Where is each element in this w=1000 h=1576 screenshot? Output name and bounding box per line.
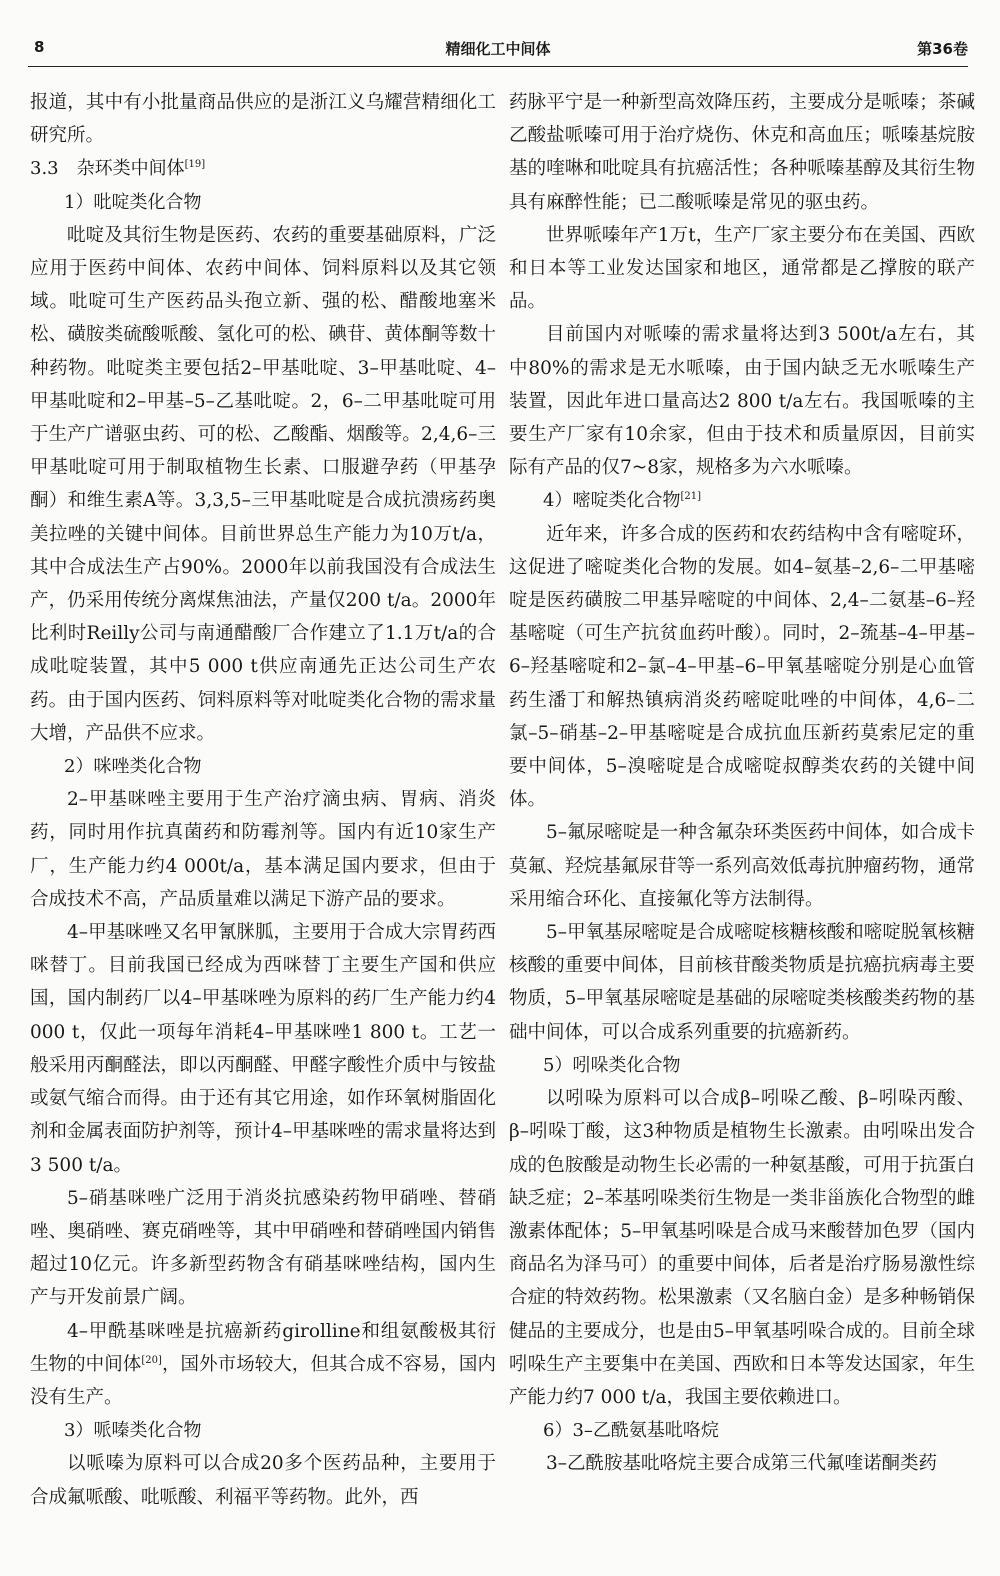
- section-title: 3.3 杂环类中间体: [30, 158, 185, 180]
- subsection-heading: 3）哌嗪类化合物: [64, 1420, 202, 1442]
- citation: [20]: [141, 1354, 162, 1366]
- paragraph: [30, 1315, 496, 1415]
- paragraph: 以吲哚为原料可以合成β–吲哚乙酸、β–吲哚丙酸、β–吲哚丁酸，这3种物质是植物生长激素。由吲哚出发合成的色胺酸是动物生长必需的一种氨基酸，可用于抗蛋白缺乏症；2–苯基吲哚类衍生物是一类非甾族化合物型的雌激素体配体；5–甲氧基吲哚是合成马来酸替加色罗（国内商品名为泽马可）的重要中间体，后者是治疗肠易激性综合症的特效药物。松果激素（又名脑白金）是多种畅销保健品的主要成分，也是由5–甲氧基吲哚合成的。目前全球吲哚生产主要集中在美国、西欧和日本等发达国家，年生产能力约7 000 t/a，我国主要依赖进口。: [509, 1088, 975, 1408]
- paragraph: 世界哌嗪年产1万t，生产厂家主要分布在美国、西欧和日本等工业发达国家和地区，通常都是乙撑胺的联产品。: [509, 224, 975, 313]
- paragraph: 5–硝基咪唑广泛用于消炎抗感染药物甲硝唑、替硝唑、奥硝唑、赛克硝唑等，其中甲硝唑和替硝唑国内销售超过10亿元。许多新型药物含有硝基咪唑结构，国内生产与开发前景广阔。: [30, 1187, 496, 1309]
- subsection-heading: [509, 484, 975, 517]
- paragraph: 3–乙酰胺基吡咯烷主要合成第三代氟喹诺酮类药: [546, 1453, 938, 1475]
- page-header: [28, 34, 968, 60]
- left-column: [30, 86, 496, 1566]
- right-column: [509, 86, 975, 1566]
- paragraph: 2–甲基咪唑主要用于生产治疗滴虫病、胃病、消炎药，同时用作抗真菌药和防霉剂等。国内有近10家生产厂，生产能力约4 000t/a，基本满足国内要求，但由于合成技术不高，产品质量难以满足下游产品的要求。: [30, 789, 496, 910]
- paragraph: 以哌嗪为原料可以合成20多个医药品种，主要用于合成氟哌酸、吡哌酸、利福平等药物。此外，西: [30, 1453, 496, 1508]
- volume-label: 第36卷: [917, 40, 968, 58]
- header-rule: [28, 66, 968, 67]
- paragraph-text: 4–甲酰基咪唑是抗癌新药girolline和组氨酸极其衍生物的中间体: [30, 1320, 496, 1375]
- citation: [21]: [680, 491, 701, 503]
- paragraph-text: ，国外市场较大，但其合成不容易，国内没有生产。: [30, 1353, 496, 1408]
- paragraph: 目前国内对哌嗪的需求量将达到3 500t/a左右，其中80%的需求是无水哌嗪，由于国内缺乏无水哌嗪生产装置，因此年进口量高达2 800 t/a左右。我国哌嗪的主要生产厂家有10余家，但由于技术和质量原因，目前实际有产品的仅7~8家，规格多为六水哌嗪。: [509, 324, 975, 479]
- subsection-heading: 5）吲哚类化合物: [543, 1054, 681, 1076]
- section-heading: [30, 152, 496, 185]
- paragraph: 药脉平宁是一种新型高效降压药，主要成分是哌嗪；茶碱乙酸盐哌嗪可用于治疗烧伤、休克和高血压；哌嗪基烷胺基的喹啉和吡啶具有抗癌活性；各种哌嗪基醇及其衍生物具有麻醉性能；已二酸哌嗪是常见的驱虫药。: [509, 92, 975, 213]
- paragraph: 吡啶及其衍生物是医药、农药的重要基础原料，广泛应用于医药中间体、农药中间体、饲料原料以及其它领域。吡啶可生产医药品头孢立新、强的松、醋酸地塞米松、磺胺类硫酸哌酸、氢化可的松、碘苷、黄体酮等数十种药物。吡啶类主要包括2–甲基吡啶、3–甲基吡啶、4–甲基吡啶和2–甲基–5–乙基吡啶。2，6–二甲基吡啶可用于生产广谱驱虫药、可的松、乙酸酯、烟酸等。2,4,6–三甲基吡啶可用于制取植物生长素、口服避孕药（甲基孕酮）和维生素A等。3,3,5–三甲基吡啶是合成抗溃疡药奥美拉唑的关键中间体。目前世界总生产能力为10万t/a，其中合成法生产占90%。2000年以前我国没有合成法生产，仍采用传统分离煤焦油法，产量仅200 t/a。2000年比利时Reilly公司与南通醋酸厂合作建立了1.1万t/a的合成吡啶装置，其中5 000 t供应南通先正达公司生产农药。由于国内医药、饲料原料等对吡啶类化合物的需求量大增，产品供不应求。: [30, 224, 496, 744]
- paragraph: 4–甲基咪唑又名甲氰脒胍，主要用于合成大宗胃药西咪替丁。目前我国已经成为西咪替丁主要生产国和供应国，国内制药厂以4–甲基咪唑为原料的药厂生产能力约4 000 t，仅此一项每年消耗4–甲基咪唑1 800 t。工艺一般采用丙酮醛法，即以丙酮醛、甲醛字酸性介质中与铵盐或氨气缩合而得。由于还有其它用途，如作环氧树脂固化剂和金属表面防护剂等，预计4–甲基咪唑的需求量将达到3 500 t/a。: [30, 922, 496, 1176]
- paragraph: 5–氟尿嘧啶是一种含氟杂环类医药中间体，如合成卡莫氟、羟烷基氟尿苷等一系列高效低毒抗肿瘤药物，通常采用缩合环化、直接氟化等方法制得。: [509, 822, 975, 910]
- subsection-heading: 2）咪唑类化合物: [64, 756, 202, 778]
- paragraph: 5–甲氧基尿嘧啶是合成嘧啶核糖核酸和嘧啶脱氧核糖核酸的重要中间体，目前核苷酸类物质是抗癌抗病毒主要物质，5–甲氧基尿嘧啶是基础的尿嘧啶类核酸类药物的基础中间体，可以合成系列重要的抗癌新药。: [509, 922, 975, 1043]
- subsection-title: 4）嘧啶类化合物: [543, 490, 681, 512]
- paragraph: 近年来，许多合成的医药和农药结构中含有嘧啶环，这促进了嘧啶类化合物的发展。如4–氨基–2,6–二甲基嘧啶是医药磺胺二甲基异嘧啶的中间体、2,4–二氨基–6–羟基嘧啶（可生产抗贫血药叶酸）。同时，2–巯基–4–甲基–6–羟基嘧啶和2–氯–4–甲基–6–甲氧基嘧啶分别是心血管药生潘丁和解热镇病消炎药嘧啶吡唑的中间体，4,6–二氯–5–硝基–2–甲基嘧啶是合成抗血压新药莫索尼定的重要中间体，5–溴嘧啶是合成嘧啶叔醇类农药的关键中间体。: [509, 523, 975, 811]
- journal-title: 精细化工中间体: [445, 40, 551, 58]
- subsection-heading: 1）吡啶类化合物: [64, 191, 202, 213]
- page-number: 8: [34, 38, 45, 56]
- subsection-heading: 6）3–乙酰氨基吡咯烷: [543, 1420, 719, 1442]
- citation: [19]: [184, 159, 206, 171]
- paragraph: 报道，其中有小批量商品供应的是浙江义乌耀营精细化工研究所。: [30, 92, 496, 147]
